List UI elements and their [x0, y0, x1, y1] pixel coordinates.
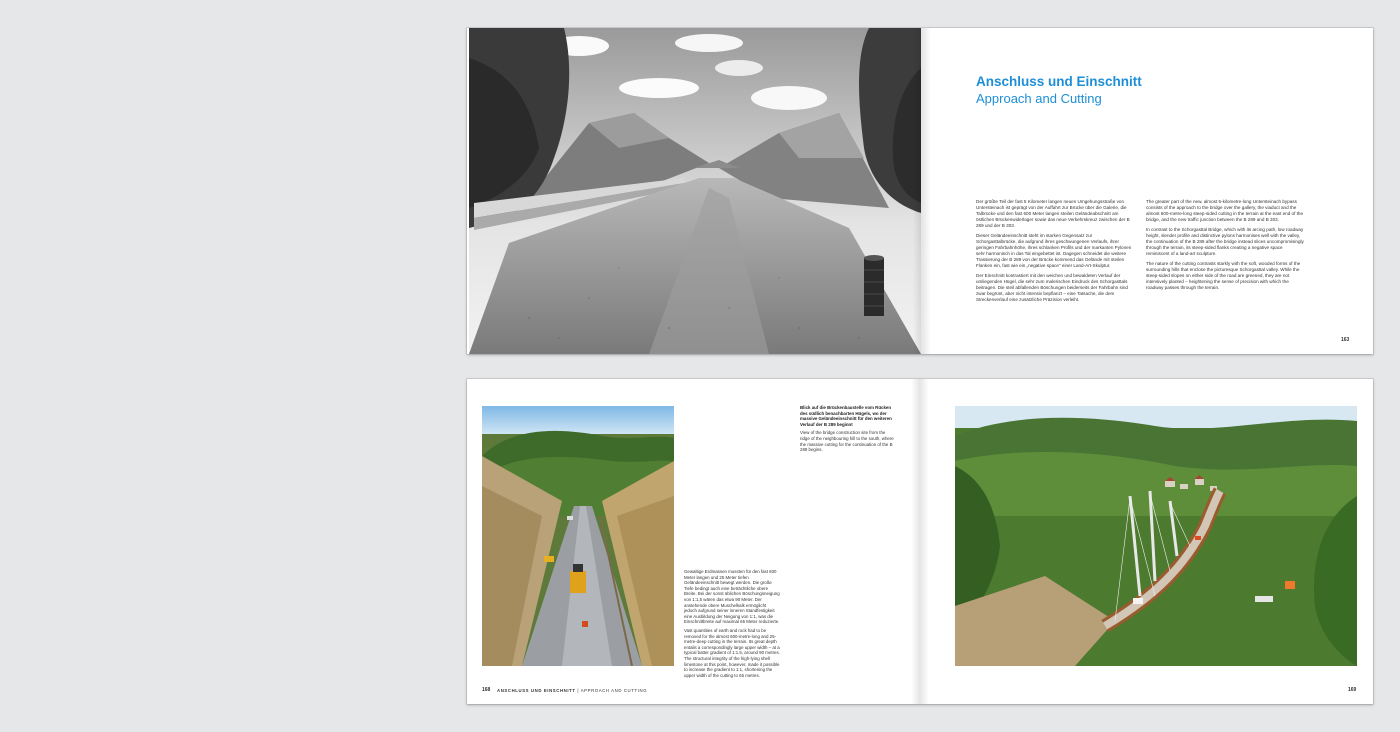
paragraph: Dieser Geländeeinschnitt steht im starken Gegensatz zur Schorgasttalbrücke, die aufgrund ihres geschwungenen Verlaufs, ihrer geringen Fahrbahnhöhe, ihres schlanken Profils und der markanten Pylonen sehr harmonisch in das Tal eingebettet ist. Dagegen schneidet die weitere Trassierung der B 289 von der Brücke kommend das Gelände mit steilen Flanken ein, fast wie ein „negative space" einer Land-Art-Skulptur. [976, 233, 1132, 268]
book-spread-bottom [467, 379, 1373, 704]
paragraph: In contrast to the Schorgasttal Bridge, which with its arcing path, low roadway height, slender profile and distinctive pylons harmonises well with the valley, the continuation of the B 289 after the bridge instead slices uncompromisingly through the terrain, its steep-sided flanks creating a negative space reminiscent of a land-art sculpture. [1146, 227, 1304, 256]
cutting-aerial-photo [482, 406, 674, 666]
bridge-construction-photo [955, 406, 1357, 666]
left-page-number: 168 [482, 687, 491, 693]
caption-english: Vast quantities of earth and rock had to be removed for the almost 600-metre-long and 25-metre-deep cutting in the terrain. Its great depth entails a correspondingly large upper width – at a typical batter gradient of 1:1.5, around 90 metres. The structural integrity of the high-lying shell limestone at this point, however, made it possible to increase the gradient to 1:1, shortening the upper width of the cutting to 65 metres. [684, 627, 780, 678]
page-number: 163 [1341, 337, 1350, 343]
heading-english: Approach and Cutting [976, 91, 1102, 106]
paragraph: Der größte Teil der fast 5 Kilometer langen neuen Umgehungsstraße von Untersteinach ist geprägt von der Auffahrt zur Brücke über die Galerie, die Talbrücke und den fast 600 Meter langen steilen Geländeabschnitt am östlichen Brückenwiderlager sowie das neue Verkehrskreuz zwischen der B 289 und der B 303. [976, 199, 1130, 228]
caption-english: View of the bridge construction site from the ridge of the neighbouring hill to the south, where the massive cutting for the continuation of the B 289 begins. [800, 430, 894, 453]
caption-earthworks [684, 569, 780, 681]
book-spread-top [467, 28, 1373, 354]
runner-separator: | [577, 687, 580, 693]
running-footer [497, 688, 647, 693]
text-column-german [976, 199, 1134, 307]
runner-german: ANSCHLUSS UND EINSCHNITT [497, 687, 576, 693]
runner-english: APPROACH AND CUTTING [580, 687, 648, 693]
caption-bridge-site [800, 405, 896, 456]
paragraph: The nature of the cutting contrasts starkly with the soft, wooded forms of the surrounding hills that enclose the picturesque Schorgasttal valley. While the steep-sided slopes on either side of the road are greened, they are not intensively planted – heightening the sense of precision with which the roadway passes through the terrain. [1146, 261, 1301, 290]
caption-german: Blick auf die Brückenbaustelle vom Rücken des südlich benachbarten Hügels, wo der massive Geländeeinschnitt für den weiteren Verlauf der B 289 beginnt [800, 405, 892, 427]
caption-german: Gewaltige Erdmassen mussten für den fast 600 Meter langen und 25 Meter tiefen Geländeeinschnitt bewegt werden. Die große Tiefe bedingt auch eine beträchtliche obere Breite. Bei der sonst üblichen Böschungsneigung von 1:1,5 wären das etwa 90 Meter. Der anstehende obere Muschelkalk ermöglicht jedoch aufgrund seiner inneren Standfestigkeit eine Ausbildung der Neigung von 1:1, was die Einschnittbreite auf maximal 65 Meter reduzierte. [684, 569, 780, 625]
heading-german: Anschluss und Einschnitt [976, 74, 1142, 89]
paragraph: Der Einschnitt kontrastiert mit den weichen und bewaldeten Verlauf der umliegenden Hügel, die sehr zum malerischen Eindruck des Schorgasttals beitragen. Die steil abfallenden Böschungen beiderseits der Fahrbahn sind zwar begrünt, aber nicht intensiv bepflanzt – eine Tatsache, die dem Streckenverlauf eine zusätzliche Präzision verleiht. [976, 273, 1128, 302]
right-page-number: 169 [1348, 687, 1357, 693]
paragraph: The greater part of the new, almost 5-kilometre-long Untersteinach bypass consists of the approach to the bridge over the gallery, the viaduct and the almost 600-metre-long steep-sided cutting in the terrain at the east end of the bridge, and the new traffic junction between the B 289 and B 303. [1146, 199, 1304, 222]
gutter-shadow [911, 379, 929, 704]
text-column-english [1146, 199, 1304, 295]
cutting-bw-photo [469, 28, 921, 354]
